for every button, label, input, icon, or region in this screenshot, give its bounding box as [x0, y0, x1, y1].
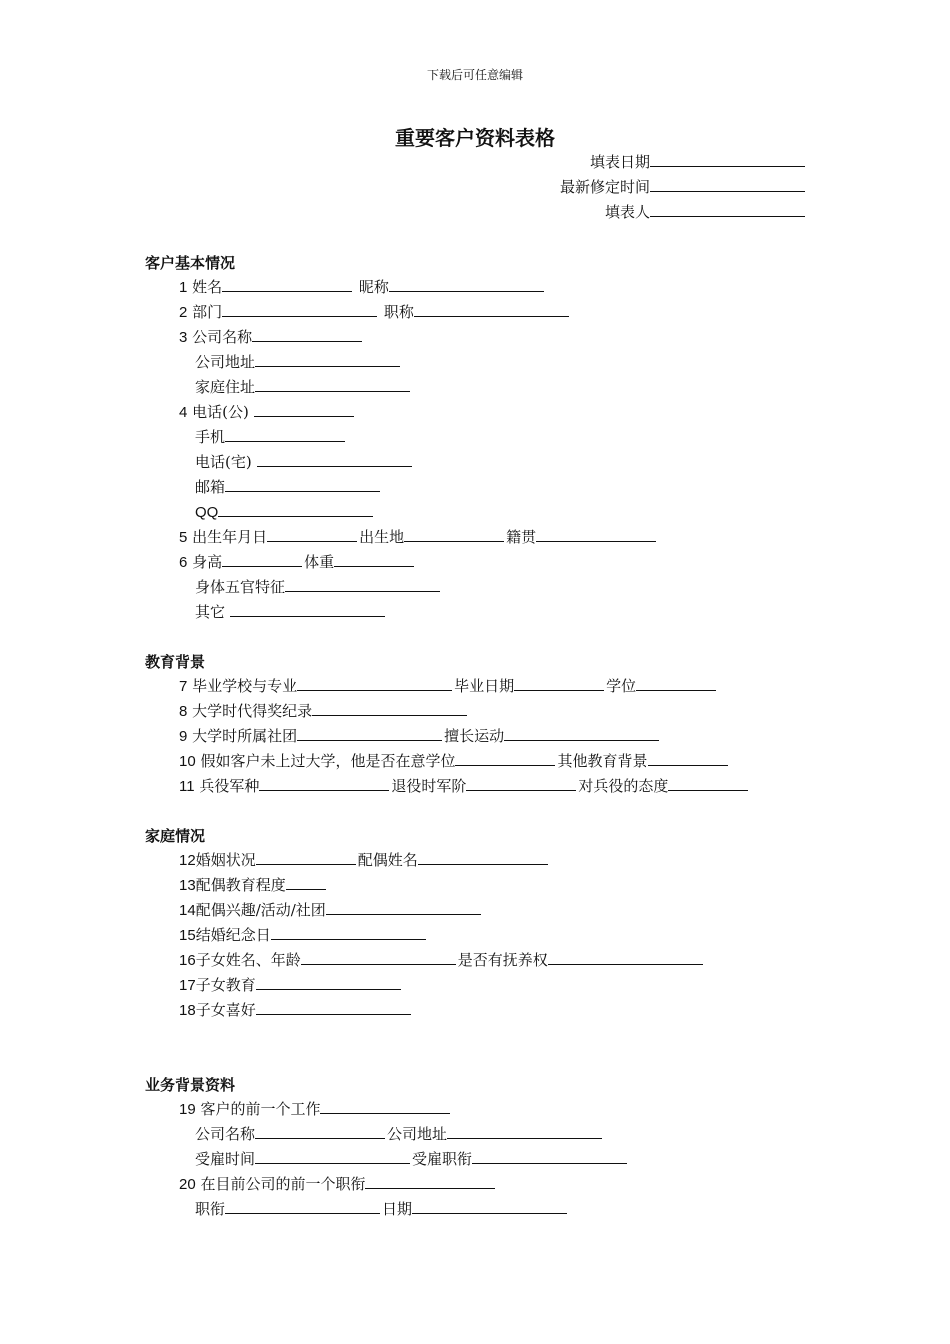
child-hobby-label: 子女喜好 [195, 1001, 256, 1019]
child-edu-label: 子女教育 [195, 976, 256, 994]
hire-time-blank[interactable] [255, 1148, 410, 1164]
filler-row [605, 201, 807, 222]
weight-blank[interactable] [334, 551, 414, 567]
no-college-blank[interactable] [455, 750, 555, 766]
header-note: 下载后可任意编辑 [426, 68, 523, 82]
clubs-label: 大学时所属社团 [192, 727, 298, 745]
dept-blank[interactable] [222, 301, 377, 317]
company-label: 公司名称 [192, 328, 253, 346]
other-edu-blank[interactable] [648, 750, 728, 766]
spouse-interest-blank[interactable] [326, 899, 481, 915]
military-blank[interactable] [259, 775, 389, 791]
row-11 [179, 775, 750, 797]
attitude-blank[interactable] [668, 775, 748, 791]
mobile-label: 手机 [195, 428, 226, 446]
item-number: 2 [179, 304, 188, 321]
item-number: 3 [179, 329, 188, 346]
item-number: 16 [179, 952, 196, 969]
section-basic: 客户基本情况 [145, 254, 236, 272]
children-blank[interactable] [301, 949, 456, 965]
marital-label: 婚姻状况 [195, 851, 256, 869]
nickname-blank[interactable] [389, 276, 544, 292]
row-2 [179, 301, 571, 323]
prev-company-blank[interactable] [255, 1123, 385, 1139]
birthplace-label: 出生地 [359, 528, 405, 546]
child-hobby-blank[interactable] [256, 999, 411, 1015]
qq-label: QQ [195, 504, 219, 521]
school-blank[interactable] [297, 675, 452, 691]
row-12 [179, 849, 550, 871]
prev-company-addr-label: 公司地址 [387, 1125, 448, 1143]
military-label: 兵役军种 [199, 777, 260, 795]
other-label: 其它 [195, 603, 226, 621]
marital-blank[interactable] [256, 849, 356, 865]
other-edu-label: 其他教育背景 [557, 752, 648, 770]
grad-date-blank[interactable] [514, 675, 604, 691]
item-number: 19 [179, 1101, 196, 1118]
item-number: 10 [179, 753, 196, 770]
row-position [195, 1198, 569, 1219]
spouse-interest-label: 配偶兴趣/活动/社团 [195, 901, 326, 919]
height-label: 身高 [192, 553, 223, 571]
row-16 [179, 949, 705, 971]
row-10 [179, 750, 730, 772]
item-number: 18 [179, 1002, 196, 1019]
row-qq [195, 501, 375, 523]
row-17 [179, 974, 403, 996]
dept-label: 部门 [192, 303, 223, 321]
school-label: 毕业学校与专业 [192, 677, 298, 695]
hire-title-label: 受雇职衔 [412, 1150, 473, 1168]
sports-label: 擅长运动 [444, 727, 505, 745]
item-number: 4 [179, 404, 188, 421]
row-9 [179, 725, 661, 747]
filler-label: 填表人 [604, 203, 650, 221]
item-number: 13 [179, 877, 196, 894]
row-8 [179, 700, 469, 722]
item-number: 5 [179, 529, 188, 546]
prev-title-blank[interactable] [365, 1173, 495, 1189]
hire-time-label: 受雇时间 [195, 1150, 256, 1168]
name-blank[interactable] [222, 276, 352, 292]
row-features [195, 576, 442, 597]
phone-home-blank[interactable] [257, 451, 412, 467]
nickname-label: 昵称 [358, 278, 389, 296]
row-company-addr [195, 351, 402, 372]
modified-label: 最新修定时间 [559, 178, 650, 196]
native-label: 籍贯 [506, 528, 537, 546]
features-label: 身体五官特征 [195, 578, 286, 596]
awards-blank[interactable] [312, 700, 467, 716]
native-blank[interactable] [536, 526, 656, 542]
degree-blank[interactable] [636, 675, 716, 691]
email-blank[interactable] [225, 476, 380, 492]
email-label: 邮箱 [195, 478, 226, 496]
weight-label: 体重 [304, 553, 335, 571]
row-email [195, 476, 382, 497]
page-title: 重要客户资料表格 [395, 126, 555, 150]
rank-label: 退役时军阶 [391, 777, 467, 795]
children-label: 子女姓名、年龄 [195, 951, 301, 969]
sports-blank[interactable] [504, 725, 659, 741]
row-19 [179, 1098, 452, 1120]
item-number: 6 [179, 554, 188, 571]
home-addr-blank[interactable] [255, 376, 410, 392]
prev-company-label: 公司名称 [195, 1125, 256, 1143]
row-other [195, 601, 387, 622]
row-phone-home [195, 451, 414, 472]
fill-date-row [590, 151, 807, 172]
row-mobile [195, 426, 347, 447]
filler-blank[interactable] [650, 201, 805, 217]
anniversary-blank[interactable] [271, 924, 426, 940]
item-number: 14 [179, 902, 196, 919]
row-15 [179, 924, 428, 946]
item-number: 15 [179, 927, 196, 944]
modified-row [560, 176, 807, 197]
row-14 [179, 899, 483, 921]
birthplace-blank[interactable] [404, 526, 504, 542]
section-education: 教育背景 [145, 653, 206, 671]
mobile-blank[interactable] [225, 426, 345, 442]
fill-date-label: 填表日期 [589, 153, 650, 171]
title-label: 职称 [383, 303, 414, 321]
prev-title-label: 在目前公司的前一个职衔 [200, 1175, 366, 1193]
date-label: 日期 [382, 1200, 413, 1218]
spouse-edu-blank[interactable] [286, 874, 326, 890]
position-blank[interactable] [225, 1198, 380, 1214]
row-13 [179, 874, 328, 896]
phone-home-label: 电话(宅) [195, 453, 252, 471]
company-addr-blank[interactable] [255, 351, 400, 367]
row-7 [179, 675, 718, 697]
item-number: 7 [179, 678, 188, 695]
other-blank[interactable] [230, 601, 385, 617]
position-label: 职衔 [195, 1200, 226, 1218]
row-4 [179, 401, 356, 423]
item-number: 8 [179, 703, 188, 720]
item-number: 12 [179, 852, 196, 869]
name-label: 姓名 [192, 278, 223, 296]
row-20 [179, 1173, 497, 1195]
child-edu-blank[interactable] [256, 974, 401, 990]
birthdate-label: 出生年月日 [192, 528, 268, 546]
title-blank[interactable] [414, 301, 569, 317]
home-addr-label: 家庭住址 [195, 378, 256, 396]
company-blank[interactable] [252, 326, 362, 342]
custody-label: 是否有抚养权 [457, 951, 548, 969]
clubs-blank[interactable] [297, 725, 442, 741]
row-6 [179, 551, 416, 573]
date-blank[interactable] [412, 1198, 567, 1214]
fill-date-blank[interactable] [650, 151, 805, 167]
birthdate-blank[interactable] [267, 526, 357, 542]
item-number: 20 [179, 1176, 196, 1193]
row-3 [179, 326, 364, 348]
item-number: 1 [179, 279, 188, 296]
qq-blank[interactable] [218, 501, 373, 517]
hire-title-blank[interactable] [472, 1148, 627, 1164]
awards-label: 大学时代得奖纪录 [192, 702, 313, 720]
grad-date-label: 毕业日期 [454, 677, 515, 695]
phone-office-label: 电话(公) [192, 403, 249, 421]
modified-blank[interactable] [650, 176, 805, 192]
spouse-edu-label: 配偶教育程度 [195, 876, 286, 894]
row-hire [195, 1148, 629, 1169]
row-1 [179, 276, 546, 298]
anniversary-label: 结婚纪念日 [195, 926, 271, 944]
row-home-addr [195, 376, 412, 397]
item-number: 9 [179, 728, 188, 745]
degree-label: 学位 [606, 677, 637, 695]
features-blank[interactable] [285, 576, 440, 592]
attitude-label: 对兵役的态度 [578, 777, 669, 795]
spouse-blank[interactable] [418, 849, 548, 865]
spouse-label: 配偶姓名 [357, 851, 418, 869]
row-18 [179, 999, 413, 1021]
rank-blank[interactable] [466, 775, 576, 791]
custody-blank[interactable] [548, 949, 703, 965]
row-prev-company [195, 1123, 604, 1144]
height-blank[interactable] [222, 551, 302, 567]
company-addr-label: 公司地址 [195, 353, 256, 371]
row-5 [179, 526, 658, 548]
section-business: 业务背景资料 [145, 1076, 236, 1094]
item-number: 17 [179, 977, 196, 994]
no-college-label: 假如客户未上过大学，他是否在意学位 [200, 752, 456, 770]
prev-job-label: 客户的前一个工作 [200, 1100, 321, 1118]
phone-office-blank[interactable] [254, 401, 354, 417]
prev-company-addr-blank[interactable] [447, 1123, 602, 1139]
section-family: 家庭情况 [145, 827, 206, 845]
item-number: 11 [179, 778, 195, 795]
prev-job-blank[interactable] [320, 1098, 450, 1114]
